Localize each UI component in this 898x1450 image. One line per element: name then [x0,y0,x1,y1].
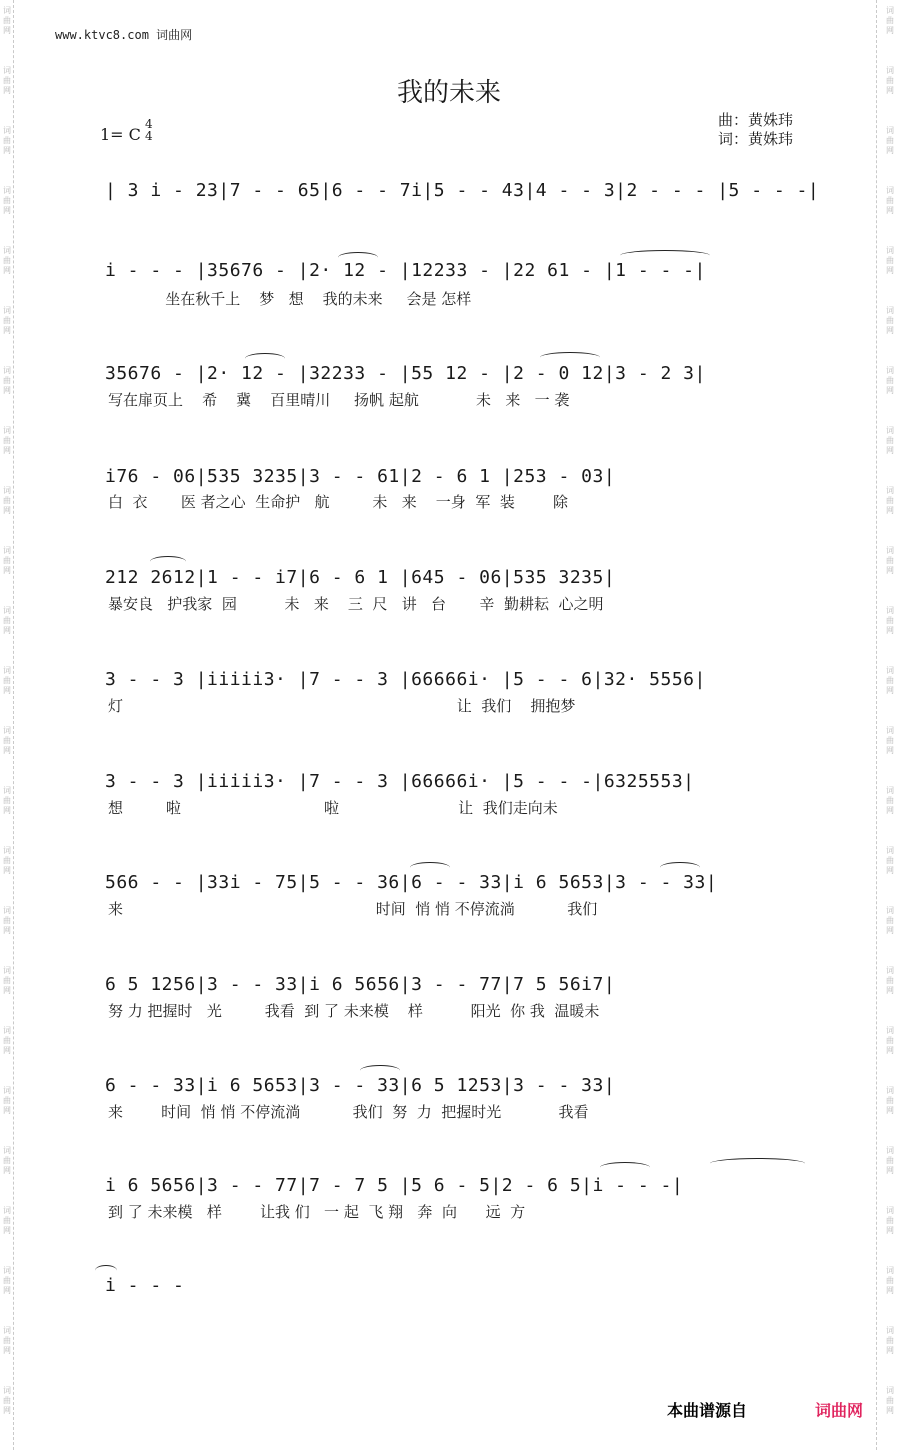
watermark-stamp: 词 曲 网 [886,906,894,935]
watermark-stamp: 词 曲 网 [3,246,11,275]
slur-mark [338,252,378,263]
time-signature-top: 4 [145,117,153,131]
lyrics-line-6: 灯 让 我们 拥抱梦 [108,697,576,715]
lyrics-line-11: 到 了 未来模 样 让我 们 一 起 飞 翔 奔 向 远 方 [108,1203,526,1221]
watermark-stamp: 词 曲 网 [886,1386,894,1415]
notation-line-9: 6 5 1256|3 - - 33|i 6 5656|3 - - 77|7 5 56i7| [105,974,616,995]
watermark-stamp: 词 曲 网 [886,786,894,815]
notation-line-8: 566 - - |33i - 75|5 - - 36|6 - - 33|i 6 5653|3 - - 33| [105,872,718,893]
notation-line-11: i 6 5656|3 - - 77|7 - 7 5 |5 6 - 5|2 - 6 5|i - - -| [105,1175,684,1196]
slur-mark [540,352,600,363]
site-url[interactable]: www.ktvc8.com 词曲网 [55,28,193,42]
watermark-stamp: 词 曲 网 [886,846,894,875]
watermark-stamp: 词 曲 网 [3,966,11,995]
watermark-stamp: 词 曲 网 [3,1266,11,1295]
notation-line-12: i - - - [105,1275,185,1296]
watermark-stamp: 词 曲 网 [3,726,11,755]
notation-line-2: i - - - |35676 - |2· 12 - |12233 - |22 61 - |1 - - -| [105,260,706,281]
watermark-stamp: 词 曲 网 [3,6,11,35]
time-signature [145,118,153,142]
footer-brand-link[interactable]: 词曲网 [815,1401,864,1420]
watermark-stamp: 词 曲 网 [886,726,894,755]
watermark-stamp: 词 曲 网 [3,126,11,155]
notation-line-4: i76 - 06|535 3235|3 - - 61|2 - 6 1 |253 - 03| [105,466,616,487]
watermark-stamp: 词 曲 网 [886,426,894,455]
watermark-stamp: 词 曲 网 [886,966,894,995]
watermark-stamp: 词 曲 网 [886,1266,894,1295]
notation-line-1: | 3 i - 23|7 - - 65|6 - - 7i|5 - - 43|4 - - 3|2 - - - |5 - - -| [105,180,820,201]
watermark-stamp: 词 曲 网 [3,606,11,635]
watermark-stamp: 词 曲 网 [3,666,11,695]
watermark-stamp: 词 曲 网 [3,306,11,335]
slur-mark [620,250,710,261]
lyrics-line-3: 写在扉页上 希 冀 百里晴川 扬帆 起航 未 来 一 袭 [108,391,570,409]
watermark-stamp: 词 曲 网 [886,6,894,35]
watermark-stamp: 词 曲 网 [3,486,11,515]
watermark-stamp: 词 曲 网 [3,1206,11,1235]
watermark-stamp: 词 曲 网 [886,186,894,215]
watermark-stamp: 词 曲 网 [3,366,11,395]
slur-mark [360,1065,400,1076]
notation-line-6: 3 - - 3 |iiiii3· |7 - - 3 |66666i· |5 - - 6|32· 5556| [105,669,706,690]
watermark-stamp: 词 曲 网 [886,366,894,395]
watermark-stamp: 词 曲 网 [3,546,11,575]
time-signature-bottom: 4 [145,129,153,143]
composer-credit: 曲：黄姝玮 [718,111,794,129]
watermark-stamp: 词 曲 网 [3,1326,11,1355]
watermark-stamp: 词 曲 网 [3,786,11,815]
slur-mark [245,353,285,364]
watermark-stamp: 词 曲 网 [886,1206,894,1235]
lyrics-line-5: 暴安良 护我家 园 未 来 三 尺 讲 台 辛 勤耕耘 心之明 [108,595,604,613]
watermark-stamp: 词 曲 网 [886,246,894,275]
watermark-stamp: 词 曲 网 [886,306,894,335]
watermark-stamp: 词 曲 网 [3,66,11,95]
slur-mark [410,862,450,873]
watermark-stamp: 词 曲 网 [3,426,11,455]
notation-line-7: 3 - - 3 |iiiii3· |7 - - 3 |66666i· |5 - - -|6325553| [105,771,695,792]
lyrics-line-8: 来 时间 悄 悄 不停流淌 我们 [108,900,598,918]
watermark-stamp: 词 曲 网 [886,1026,894,1055]
watermark-stamp: 词 曲 网 [3,1386,11,1415]
watermark-stamp: 词 曲 网 [3,906,11,935]
lyrics-line-2: 坐在秋千上 梦 想 我的未来 会是 怎样 [108,290,472,308]
watermark-stamp: 词 曲 网 [3,1086,11,1115]
watermark-stamp: 词 曲 网 [886,126,894,155]
watermark-stamp: 词 曲 网 [886,1326,894,1355]
lyrics-line-4: 白 衣 医 者之心 生命护 航 未 来 一身 军 装 除 [108,493,569,511]
lyricist-credit: 词：黄姝玮 [718,130,794,148]
slur-mark [95,1265,117,1276]
song-title: 我的未来 [396,78,501,108]
footer-source-label: 本曲谱源自 [667,1401,748,1420]
lyrics-line-7: 想 啦 啦 让 我们走向未 [108,799,558,817]
watermark-stamp: 词 曲 网 [3,1026,11,1055]
watermark-stamp: 词 曲 网 [886,546,894,575]
watermark-stamp: 词 曲 网 [886,66,894,95]
slur-mark [710,1158,805,1169]
watermark-stamp: 词 曲 网 [886,486,894,515]
notation-line-3: 35676 - |2· 12 - |32233 - |55 12 - |2 - 0 12|3 - 2 3| [105,363,706,384]
lyrics-line-10: 来 时间 悄 悄 不停流淌 我们 努 力 把握时光 我看 [108,1103,589,1121]
watermark-stamp: 词 曲 网 [886,1146,894,1175]
watermark-stamp: 词 曲 网 [886,606,894,635]
key-signature: 1= C [100,125,141,144]
slur-mark [660,862,700,873]
slur-mark [600,1162,650,1173]
notation-line-10: 6 - - 33|i 6 5653|3 - - 33|6 5 1253|3 - - 33| [105,1075,616,1096]
watermark-stamp: 词 曲 网 [3,846,11,875]
watermark-stamp: 词 曲 网 [886,1086,894,1115]
watermark-stamp: 词 曲 网 [886,666,894,695]
notation-line-5: 212 2612|1 - - i7|6 - 6 1 |645 - 06|535 3235| [105,567,616,588]
watermark-stamp: 词 曲 网 [3,1146,11,1175]
slur-mark [150,556,186,567]
lyrics-line-9: 努 力 把握时 光 我看 到 了 未来模 样 阳光 你 我 温暖未 [108,1002,600,1020]
watermark-stamp: 词 曲 网 [3,186,11,215]
